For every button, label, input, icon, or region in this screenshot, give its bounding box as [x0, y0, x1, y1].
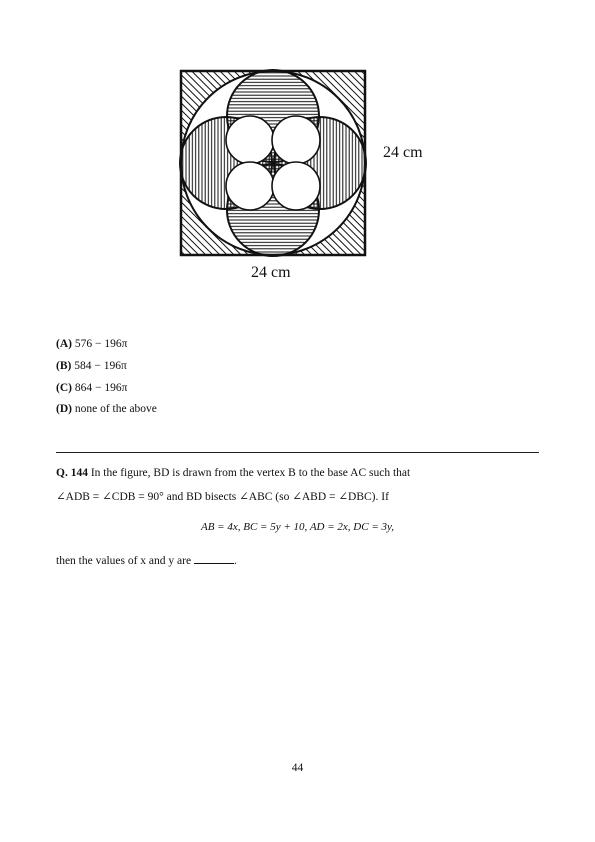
option-text: none of the above	[74, 403, 157, 415]
answer-blank	[194, 554, 234, 564]
question-text-1: In the figure, BD is drawn from the vertex B to the base AC such that	[90, 467, 411, 479]
question-line-2	[56, 489, 389, 503]
question-number: Q. 144	[56, 467, 88, 479]
question-end: .	[233, 555, 237, 567]
question-text-3: then the values of x and y are	[56, 555, 192, 567]
page-number: 44	[291, 762, 304, 774]
bottom-dimension-label: 24 cm	[251, 264, 291, 281]
option-key: (D)	[56, 403, 72, 415]
option-key: (B)	[56, 360, 72, 372]
option-b	[56, 360, 127, 372]
geometry-figure	[178, 68, 368, 258]
option-c	[56, 382, 127, 394]
option-d	[56, 403, 157, 415]
section-divider	[56, 452, 539, 453]
question-line-1	[56, 467, 410, 479]
option-key: (A)	[56, 338, 72, 350]
option-text: 864 − 196π	[74, 382, 128, 394]
right-dimension-label: 24 cm	[383, 144, 423, 161]
option-text: 584 − 196π	[74, 360, 127, 372]
question-equation: AB = 4x, BC = 5y + 10, AD = 2x, DC = 3y,	[200, 521, 395, 533]
option-a	[56, 338, 127, 350]
option-key: (C)	[56, 382, 72, 394]
question-line-3	[56, 554, 237, 567]
option-text: 576 − 196π	[74, 338, 128, 350]
question-text-2: ∠ADB = ∠CDB = 90° and BD bisects ∠ABC (so ∠ABD = ∠DBC). If	[56, 491, 389, 503]
